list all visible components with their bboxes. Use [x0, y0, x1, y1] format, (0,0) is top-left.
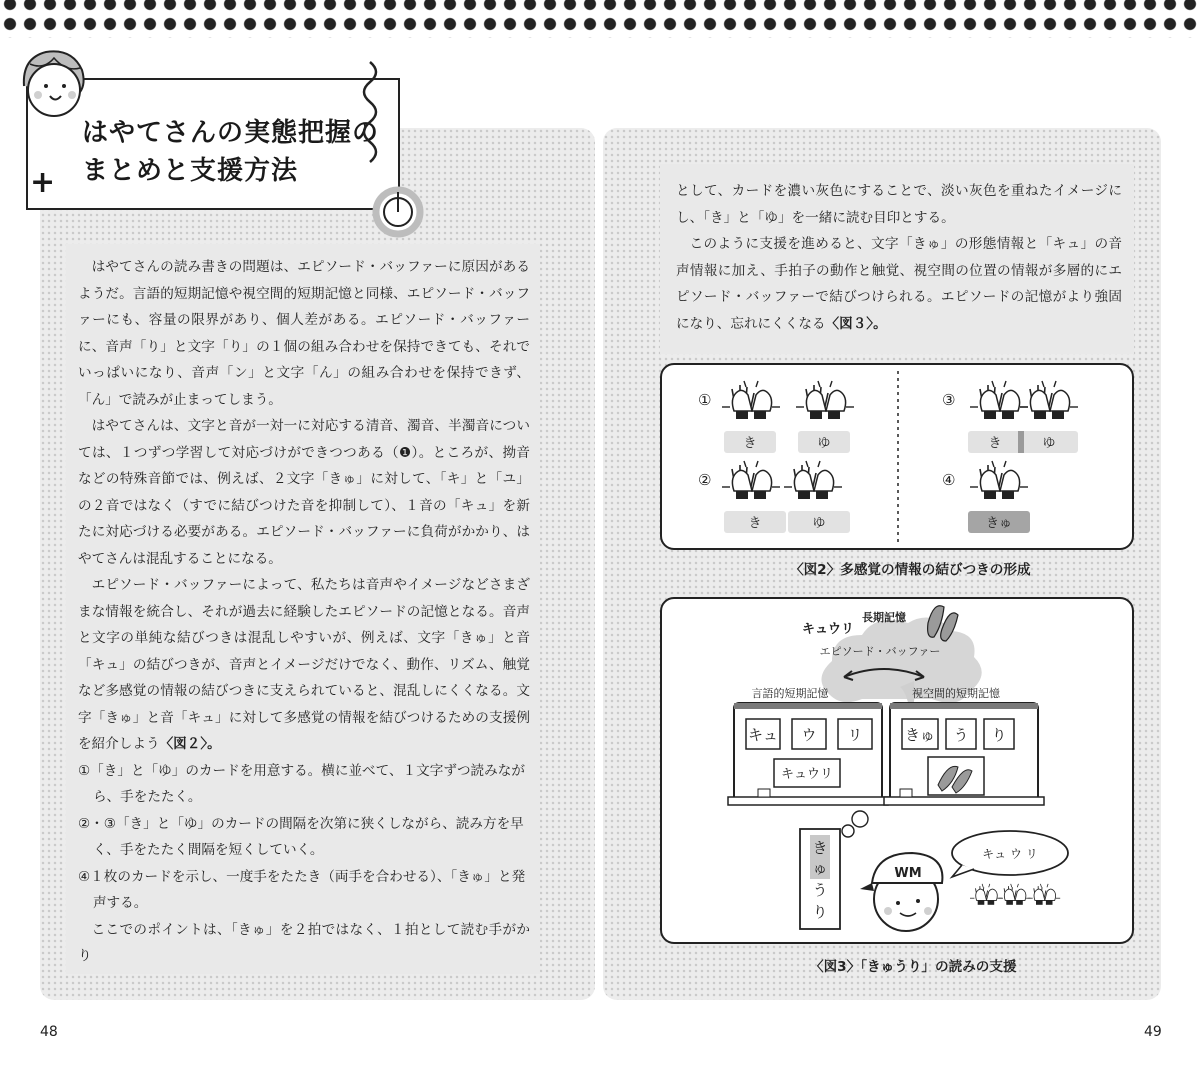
card-ki-label-2: き — [748, 516, 762, 531]
kana-ri: リ — [847, 726, 863, 744]
page-number-right: 49 — [1144, 1024, 1162, 1040]
page-title-line-2: まとめと支援方法 — [82, 156, 299, 186]
figure-3-reference: 〈図３〉。 — [825, 315, 887, 332]
svg-text:き: き — [812, 839, 828, 857]
left-paragraph-1: はやてさんの読み書きの問題は、エピソード・バッファーに原因があるようだ。言語的短期記憶や視空間的短期記憶と同様、エピソード・バッファーにも、容量の限界があり、個人差がある。エピソード・バッファーに、音声「り」と文字「り」の１個の組み合わせを保持できても、それでいっぱいになり、音声「ン」と文字「ん」の組み合わせを保持できず、「ん」で読みが止まってしまう。 — [78, 259, 530, 408]
left-paragraph-2: はやてさんは、文字と音が一対一に対応する清音、濁音、半濁音については、１つずつ学習して対応づけができつつある（❶）。ところが、拗音などの特殊音節では、例えば、２文字「きゅ」に対して、「キ」と「ユ」の２音ではなく（すでに結びつけた音を抑制して）、１音の「キュ」を新たに対応づける必要がある。エピソード・バッファーに負荷がかかり、はやてさんは混乱することになる。 — [78, 418, 530, 567]
speech-bubble — [952, 831, 1068, 877]
right-text-block — [660, 164, 1134, 354]
kana-u: ウ — [801, 726, 817, 744]
page-title-line-1: はやてさんの実態把握の — [82, 118, 380, 148]
right-paragraph-2 — [676, 231, 1122, 337]
verbal-board — [728, 703, 888, 805]
card-ki-label-1: き — [743, 436, 757, 451]
hira-u: う — [953, 726, 969, 744]
right-paragraph-1: として、カードを濃い灰色にすることで、淡い灰色を重ねたイメージにし、「き」と「ゆ」を一緒に読む目印とする。 — [676, 183, 1122, 226]
hira-ri: り — [991, 726, 1007, 744]
figure-3-caption: 〈図3〉「きゅうり」の読みの支援 — [810, 959, 1017, 975]
card-yu-label-2: ゆ — [812, 516, 826, 531]
child-avatar — [860, 853, 942, 931]
figure-2 — [660, 363, 1134, 550]
vertical-card-text: きゅうり — [662, 599, 666, 600]
svg-text:ゅ: ゅ — [812, 859, 828, 877]
left-paragraph-3 — [78, 572, 530, 758]
squiggle-decoration — [356, 60, 386, 170]
left-paragraph-final: ここでのポイントは、「きゅ」を２拍ではなく、１拍として読む手がかり — [78, 921, 530, 964]
long-term-memory-label: 長期記憶 — [862, 611, 906, 624]
cap-label: WM — [894, 866, 922, 881]
svg-text:う: う — [812, 881, 828, 899]
visuospatial-stm-label: 視空間的短期記憶 — [912, 687, 1000, 700]
figure-3 — [660, 597, 1134, 944]
episodic-buffer-label: エピソード・バッファー — [819, 645, 941, 658]
step-1-marker: ① — [698, 391, 712, 409]
left-paragraph-3-text: エピソード・バッファーによって、私たちは音声やイメージなどさまざまな情報を統合し、それが過去に経験したエピソードの記憶となる。音声と文字の単純な結びつきは混乱しやすいが、例えば、文字「きゅ」と音「キュ」の結びつきが、音声とイメージだけでなく、動作、リズム、触覚など多感覚の情報の結びつきに支えられていると、混乱しにくくなる。文字「きゅ」と音「キュ」に対して多感覚の情報を結びつけるための支援例を紹介しよう — [78, 577, 530, 752]
step-1-item: ①「き」と「ゆ」のカードを用意する。横に並べて、１文字ずつ読みながら、手をたたく。 — [78, 762, 525, 805]
card-yu-label-3: ゆ — [1042, 436, 1056, 451]
right-paragraph-2-text: このように支援を進めると、文字「きゅ」の形態情報と「キュ」の音声情報に加え、手拍子の動作と触覚、視空間の位置の情報が多層的にエピソード・バッファーで結びつけられる。エピソードの記憶がより強固になり、忘れにくくなる — [676, 236, 1122, 332]
left-text-block — [66, 244, 540, 974]
hira-kyu: きゅ — [904, 726, 936, 744]
step-4-item: ④１枚のカードを示し、一度手をたたき（両手を合わせる）、「きゅ」と発声する。 — [78, 868, 526, 911]
step-3-marker: ③ — [942, 391, 956, 409]
speech-text: キュ ウ リ — [982, 847, 1038, 861]
card-kyu-label: きゅ — [985, 516, 1013, 531]
character-icon — [14, 40, 94, 120]
card-overlap — [1018, 431, 1024, 453]
figure-2-illustration — [662, 365, 1132, 548]
svg-text:り: り — [812, 903, 828, 921]
clock-decoration-icon — [372, 182, 428, 242]
step-4-marker: ④ — [942, 471, 956, 489]
kana-kyuuri-card: キュウリ — [780, 767, 834, 782]
kyuuri-word-label: キュウリ — [802, 622, 855, 637]
clapping-hands-icons — [970, 884, 1060, 905]
figure-2-caption: 〈図2〉多感覚の情報の結びつきの形成 — [790, 562, 1031, 578]
step-2-marker: ② — [698, 471, 712, 489]
polka-dot-border — [0, 0, 1200, 38]
card-ki-label-3: き — [988, 436, 1002, 451]
visuospatial-board — [884, 703, 1044, 805]
figure-2-reference: 〈図２〉。 — [159, 736, 221, 752]
step-2-3-item: ②・③「き」と「ゆ」のカードの間隔を次第に狭くしながら、読み方を早く、手をたたく間隔を短くしていく。 — [78, 815, 524, 858]
card-yu-label-1: ゆ — [817, 436, 831, 451]
page-number-left: 48 — [40, 1024, 58, 1040]
plus-icon: + — [30, 165, 56, 200]
kana-kyu: キュ — [747, 726, 779, 744]
verbal-stm-label: 言語的短期記憶 — [751, 687, 829, 700]
figure-3-illustration — [662, 599, 1132, 942]
